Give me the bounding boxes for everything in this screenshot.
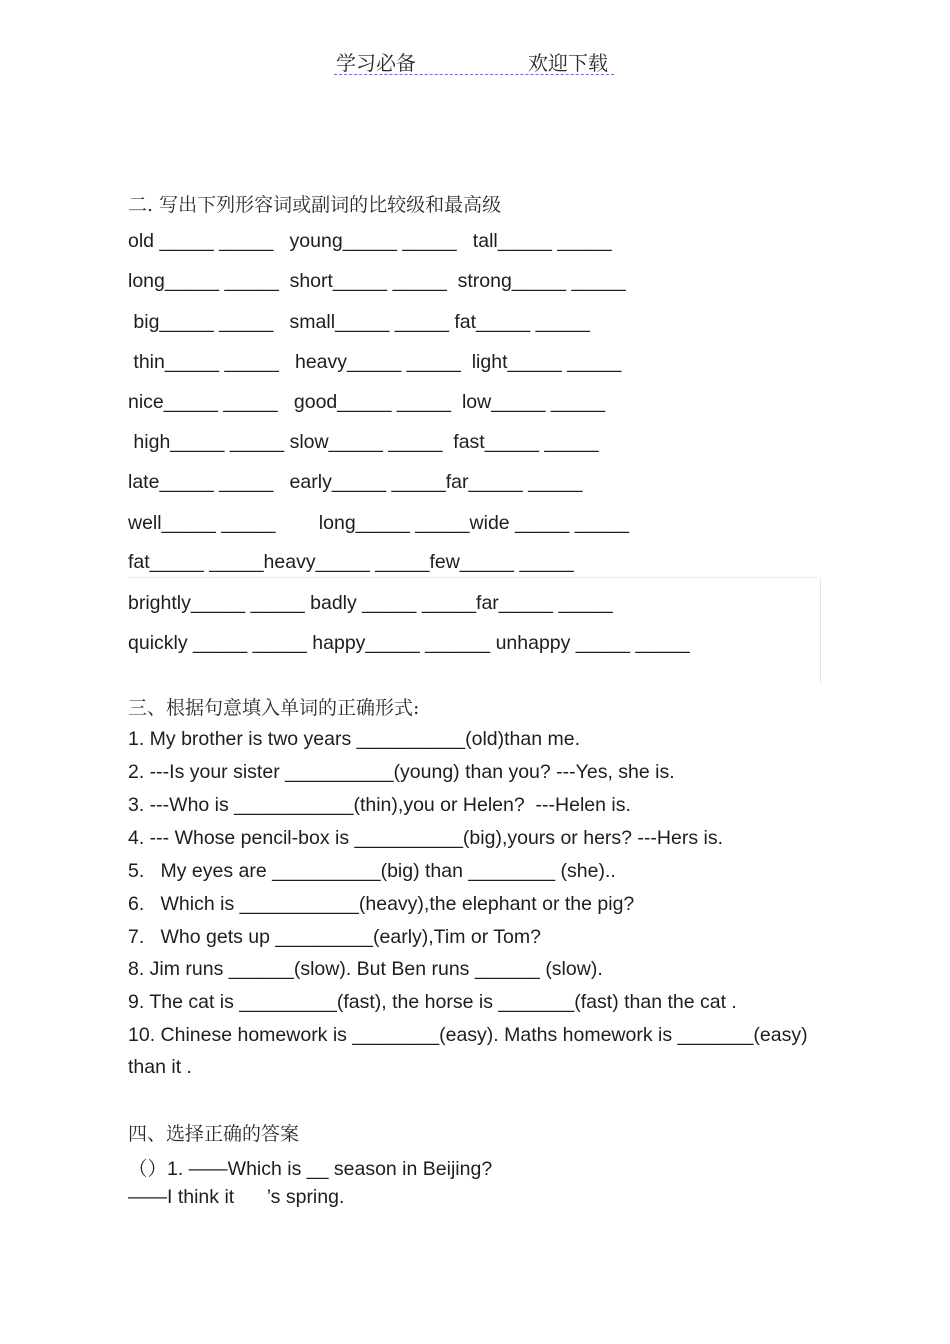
section-3-item: 6. Which is ___________(heavy),the elephant or the pig? xyxy=(128,893,635,915)
section-2-row: thin_____ _____ heavy_____ _____ light_____ _____ xyxy=(128,351,622,373)
section-2-row: old _____ _____ young_____ _____ tall_____ _____ xyxy=(128,230,612,252)
header-left-text: 学习必备 xyxy=(336,51,416,75)
table-border-right xyxy=(820,578,821,684)
section-2-row: fat_____ _____heavy_____ _____few_____ _____ xyxy=(128,551,574,573)
section-2-row: brightly_____ _____ badly _____ _____far_____ _____ xyxy=(128,592,613,614)
section-3-item: than it . xyxy=(128,1056,192,1078)
section-2-row: well_____ _____ long_____ _____wide _____ _____ xyxy=(128,512,629,534)
section-3-item: 8. Jim runs ______(slow). But Ben runs ______ (slow). xyxy=(128,958,603,980)
section-4-item: ——I think it ’s spring. xyxy=(128,1186,345,1208)
section-3-item: 2. ---Is your sister __________(young) than you? ---Yes, she is. xyxy=(128,761,675,783)
section-2-title: 二. 写出下列形容词或副词的比较级和最高级 xyxy=(128,194,502,216)
section-3-item: 5. My eyes are __________(big) than ________ (she).. xyxy=(128,860,616,882)
header-right-text: 欢迎下载 xyxy=(528,51,608,75)
section-3-item: 3. ---Who is ___________(thin),you or Helen? ---Helen is. xyxy=(128,794,631,816)
section-4-title: 四、选择正确的答案 xyxy=(128,1123,300,1145)
section-3-item: 10. Chinese homework is ________(easy). Maths homework is _______(easy) xyxy=(128,1024,808,1046)
page-header xyxy=(334,44,614,75)
section-2-row: long_____ _____ short_____ _____ strong_____ _____ xyxy=(128,270,626,292)
table-border-top xyxy=(128,577,820,578)
section-4-item: （）1. ——Which is __ season in Beijing? xyxy=(128,1158,493,1180)
section-2-row: nice_____ _____ good_____ _____ low_____ _____ xyxy=(128,391,606,413)
section-3-item: 9. The cat is _________(fast), the horse is _______(fast) than the cat . xyxy=(128,991,737,1013)
section-3-item: 4. --- Whose pencil-box is __________(big),yours or hers? ---Hers is. xyxy=(128,827,723,849)
section-3-title: 三、根据句意填入单词的正确形式: xyxy=(128,697,420,719)
section-2-row: high_____ _____ slow_____ _____ fast_____ _____ xyxy=(128,431,599,453)
section-2-row: late_____ _____ early_____ _____far_____ _____ xyxy=(128,471,583,493)
section-3-item: 1. My brother is two years __________(old)than me. xyxy=(128,728,580,750)
section-2-row: big_____ _____ small_____ _____ fat_____ _____ xyxy=(128,311,590,333)
section-2-row: quickly _____ _____ happy_____ ______ unhappy _____ _____ xyxy=(128,632,690,654)
section-3-item: 7. Who gets up _________(early),Tim or Tom? xyxy=(128,926,541,948)
